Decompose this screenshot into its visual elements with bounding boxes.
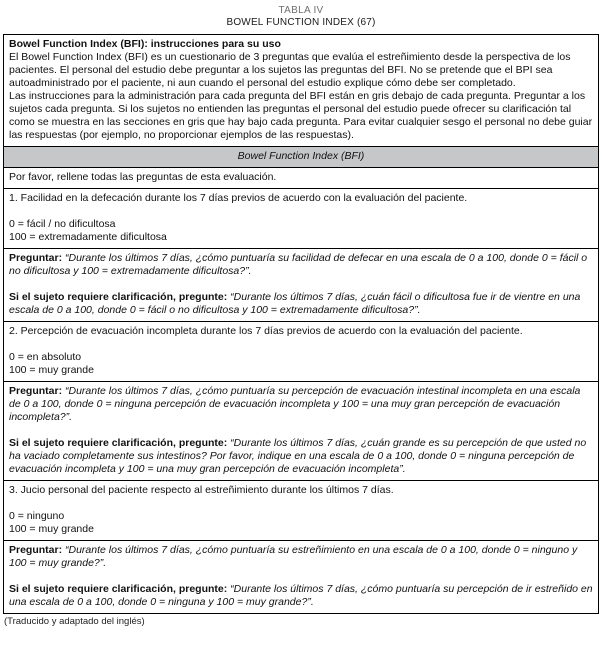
- question-1-scale-low: 0 = fácil / no dificultosa: [9, 218, 116, 230]
- question-3-scale-low: 0 = ninguno: [9, 510, 65, 522]
- question-3-ask-text: “Durante los últimos 7 días, ¿cómo puntuaría su estreñimiento en una escala de 0 a 100, donde 0 = ninguno y 100 = muy grande?”.: [9, 544, 578, 569]
- section-header: Bowel Function Index (BFI): [4, 147, 599, 168]
- question-1-cell: [4, 189, 599, 249]
- instructions-paragraph-2: Las instrucciones para la administración para cada pregunta del BFI están en gris debajo de cada pregunta. Preguntar a los sujetos cada pregunta. Si los sujetos no entienden las preguntas el personal del estudio puede ofrecer su clarificación tal como se muestra en las secciones en gris que hay bajo cada pregunta. Para evitar cualquier sesgo el personal no debe guiar las respuestas (por ejemplo, no proporcionar ejemplos de las respuestas).: [9, 90, 593, 141]
- question-1-ask-label: Preguntar:: [9, 252, 63, 264]
- instructions-paragraph-1: El Bowel Function Index (BFI) es un cuestionario de 3 preguntas que evalúa el estreñimiento desde la perspectiva de los pacientes. El personal del estudio debe preguntar a los sujetos las preguntas del BFI. No se pretende que el BPI sea autoadministrado por el paciente, ni aun cuando el personal del estudio explique cómo debe ser completado.: [9, 51, 571, 89]
- question-3-cell: [4, 481, 599, 541]
- table-caption: [3, 5, 599, 29]
- question-3-clarify-text: “Durante los últimos 7 días, ¿cómo puntuaría su percepción de ir estreñido en una escala de 0 a 100, donde 0 = ninguna y 100 = muy grande?”.: [9, 583, 593, 608]
- table-row-question-2: [4, 322, 599, 382]
- question-2-instructions-cell: [4, 382, 599, 481]
- fill-note-cell: Por favor, rellene todas las preguntas de esta evaluación.: [4, 168, 599, 189]
- question-3-scale: [9, 510, 593, 536]
- table-row-question-3-instructions: [4, 541, 599, 614]
- question-1-ask-text: “Durante los últimos 7 días, ¿cómo puntuaría su facilidad de defecar en una escala de 0 a 100, donde 0 = fácil o no dificultosa y 100 = extremadamente dificultosa?”.: [9, 252, 588, 277]
- table-row-instructions: [4, 35, 599, 147]
- table-row-fill-note: [4, 168, 599, 189]
- question-3-ask-paragraph: [9, 544, 593, 570]
- instructions-cell: [4, 35, 599, 147]
- question-1-ask-paragraph: [9, 252, 593, 278]
- table-row-question-3: [4, 481, 599, 541]
- table-row-question-1: [4, 189, 599, 249]
- question-2-clarify-paragraph: [9, 437, 593, 476]
- table-row-question-2-instructions: [4, 382, 599, 481]
- question-1-clarify-label: Si el sujeto requiere clarificación, pregunte:: [9, 291, 228, 303]
- question-2-ask-text: “Durante los últimos 7 días, ¿cómo puntuaría su percepción de evacuación intestinal incompleta en una escala de 0 a 100, donde 0 = ninguna percepción de evacuación incompleta y 100 = una muy gran percepción de evacuación incompleta?”.: [9, 385, 581, 423]
- question-3-clarify-label: Si el sujeto requiere clarificación, pregunte:: [9, 583, 228, 595]
- table-row-question-1-instructions: [4, 249, 599, 322]
- question-2-clarify-text: “Durante los últimos 7 días, ¿cuán grande es su percepción de que usted no ha vaciado completamente sus intestinos? Por favor, indique en una escala de 0 a 100, donde 0 = ninguna percepción de evacuación incompleta y 100 = una muy gran percepción de evacuación incompleta”.: [9, 437, 587, 475]
- question-1-clarify-text: “Durante los últimos 7 días, ¿cuán fácil o dificultosa fue ir de vientre en una escala de 0 a 100, donde 0 = fácil o no dificultosa y 100 = extremadamente dificultosa?”.: [9, 291, 581, 316]
- question-1-scale: [9, 218, 593, 244]
- question-2-scale-high: 100 = muy grande: [9, 364, 94, 376]
- question-2-scale: [9, 351, 593, 377]
- question-3-ask-label: Preguntar:: [9, 544, 63, 556]
- question-3-scale-high: 100 = muy grande: [9, 523, 94, 535]
- table-number: TABLA IV: [278, 5, 324, 16]
- table-row-section-header: [4, 147, 599, 168]
- question-3-clarify-paragraph: [9, 583, 593, 609]
- instructions-heading: Bowel Function Index (BFI): instrucciones para su uso: [9, 38, 281, 50]
- question-1-scale-high: 100 = extremadamente dificultosa: [9, 231, 167, 243]
- question-2-cell: [4, 322, 599, 382]
- question-1-clarify-paragraph: [9, 291, 593, 317]
- question-2-scale-low: 0 = en absoluto: [9, 351, 82, 363]
- question-2-ask-paragraph: [9, 385, 593, 424]
- question-1-text: 1. Facilidad en la defecación durante los 7 días previos de acuerdo con la evaluación del paciente.: [9, 192, 468, 204]
- table-title: BOWEL FUNCTION INDEX (67): [226, 17, 376, 28]
- question-2-text: 2. Percepción de evacuación incompleta durante los 7 días previos de acuerdo con la evaluación del paciente.: [9, 325, 523, 337]
- bfi-table: [3, 34, 599, 614]
- question-3-instructions-cell: [4, 541, 599, 614]
- question-1-instructions-cell: [4, 249, 599, 322]
- footnote: (Traducido y adaptado del inglés): [4, 616, 145, 627]
- question-2-ask-label: Preguntar:: [9, 385, 63, 397]
- question-3-text: 3. Jucio personal del paciente respecto al estreñimiento durante los últimos 7 días.: [9, 484, 394, 496]
- question-2-clarify-label: Si el sujeto requiere clarificación, pregunte:: [9, 437, 228, 449]
